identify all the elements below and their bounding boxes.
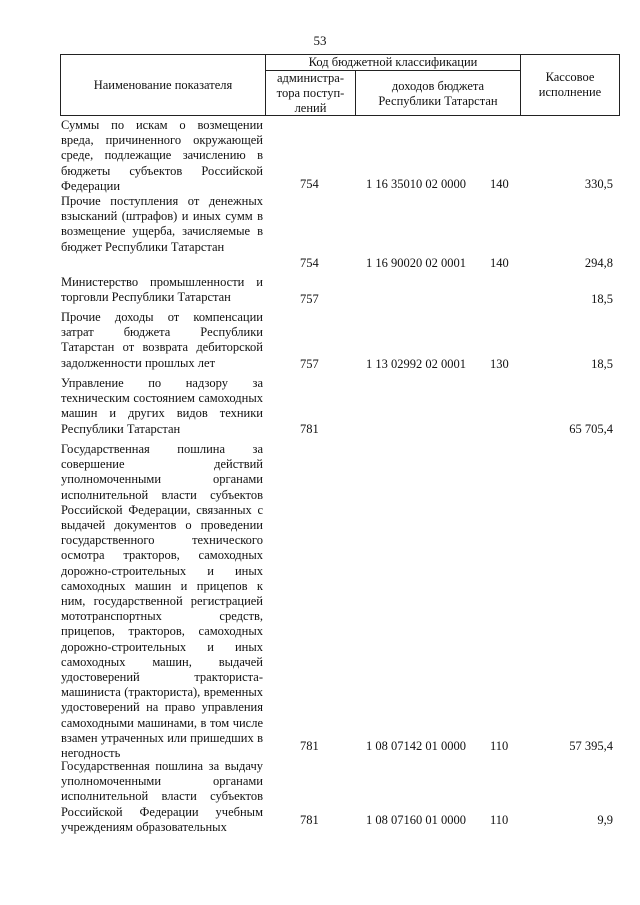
row-amount: 57 395,4 <box>569 739 613 753</box>
row-amount: 18,5 <box>591 292 613 306</box>
row-revenue-code: 1 08 07160 01 0000 <box>366 813 466 827</box>
row-admin-code: 757 <box>300 357 319 371</box>
row-admin-code: 781 <box>300 422 319 436</box>
row-name: Прочие доходы от компенсации затрат бюджета Республики Татарстан от возврата дебиторской задолженности прошлых лет <box>61 310 263 370</box>
row-sub-code: 110 <box>490 813 509 827</box>
header-classification-group: Код бюджетной классификации <box>308 55 478 69</box>
row-sub-code: 140 <box>490 256 509 270</box>
header-indicator-name: Наименование показателя <box>93 77 233 92</box>
row-sub-code: 110 <box>490 739 509 753</box>
row-name: Государственная пошлина за совершение действий уполномоченными органами исполнительной власти субъектов Российской Федерации, связанных с выдачей документов о проведении государственного технического осмотра тракторов, самоходных дорожно-строительных и иных самоходных машин и прицепов к ним, государственной регистрацией мототранспортных средств, прицепов, тракторов, самоходных дорожно-строительных и иных самоходных машин, выдачей удостоверений тракториста-машиниста (тракториста), временных удостоверений на право управления самоходными машинами, в том числе взамен утраченных или пришедших в негодность <box>61 442 263 761</box>
row-name: Суммы по искам о возмещении вреда, причиненного окружающей среде, подлежащие зачислению в бюджеты субъектов Российской Федерации <box>61 118 263 193</box>
row-amount: 18,5 <box>591 357 613 371</box>
header-revenue-code: доходов бюджета Республики Татарстан <box>378 78 498 108</box>
row-admin-code: 754 <box>300 256 319 270</box>
row-amount: 9,9 <box>597 813 613 827</box>
row-name: Прочие поступления от денежных взысканий (штрафов) и иных сумм в возмещение ущерба, зачисляемые в бюджет Республики Татарстан <box>61 194 263 254</box>
header-cash-execution: Кассовое исполнение <box>538 70 602 99</box>
page-number: 53 <box>313 33 327 48</box>
row-admin-code: 757 <box>300 292 319 306</box>
row-admin-code: 781 <box>300 813 319 827</box>
row-admin-code: 754 <box>300 177 319 191</box>
row-revenue-code: 1 08 07142 01 0000 <box>366 739 466 753</box>
row-amount: 330,5 <box>584 177 613 191</box>
row-amount: 65 705,4 <box>569 422 613 436</box>
row-sub-code: 130 <box>490 357 509 371</box>
row-amount: 294,8 <box>584 256 613 270</box>
header-administrator: администра- тора поступ- лений <box>276 71 345 115</box>
row-sub-code: 140 <box>490 177 509 191</box>
row-admin-code: 781 <box>300 739 319 753</box>
row-revenue-code: 1 16 90020 02 0001 <box>366 256 466 270</box>
row-name: Государственная пошлина за выдачу уполномоченными органами исполнительной власти субъектов Российской Федерации учебным учреждениям образовательных <box>61 759 263 834</box>
row-name: Министерство промышленности и торговли Республики Татарстан <box>61 275 263 305</box>
row-revenue-code: 1 13 02992 02 0001 <box>366 357 466 371</box>
row-name: Управление по надзору за техническим состоянием самоходных машин и других видов техники Республики Татарстан <box>61 376 263 436</box>
row-revenue-code: 1 16 35010 02 0000 <box>366 177 466 191</box>
